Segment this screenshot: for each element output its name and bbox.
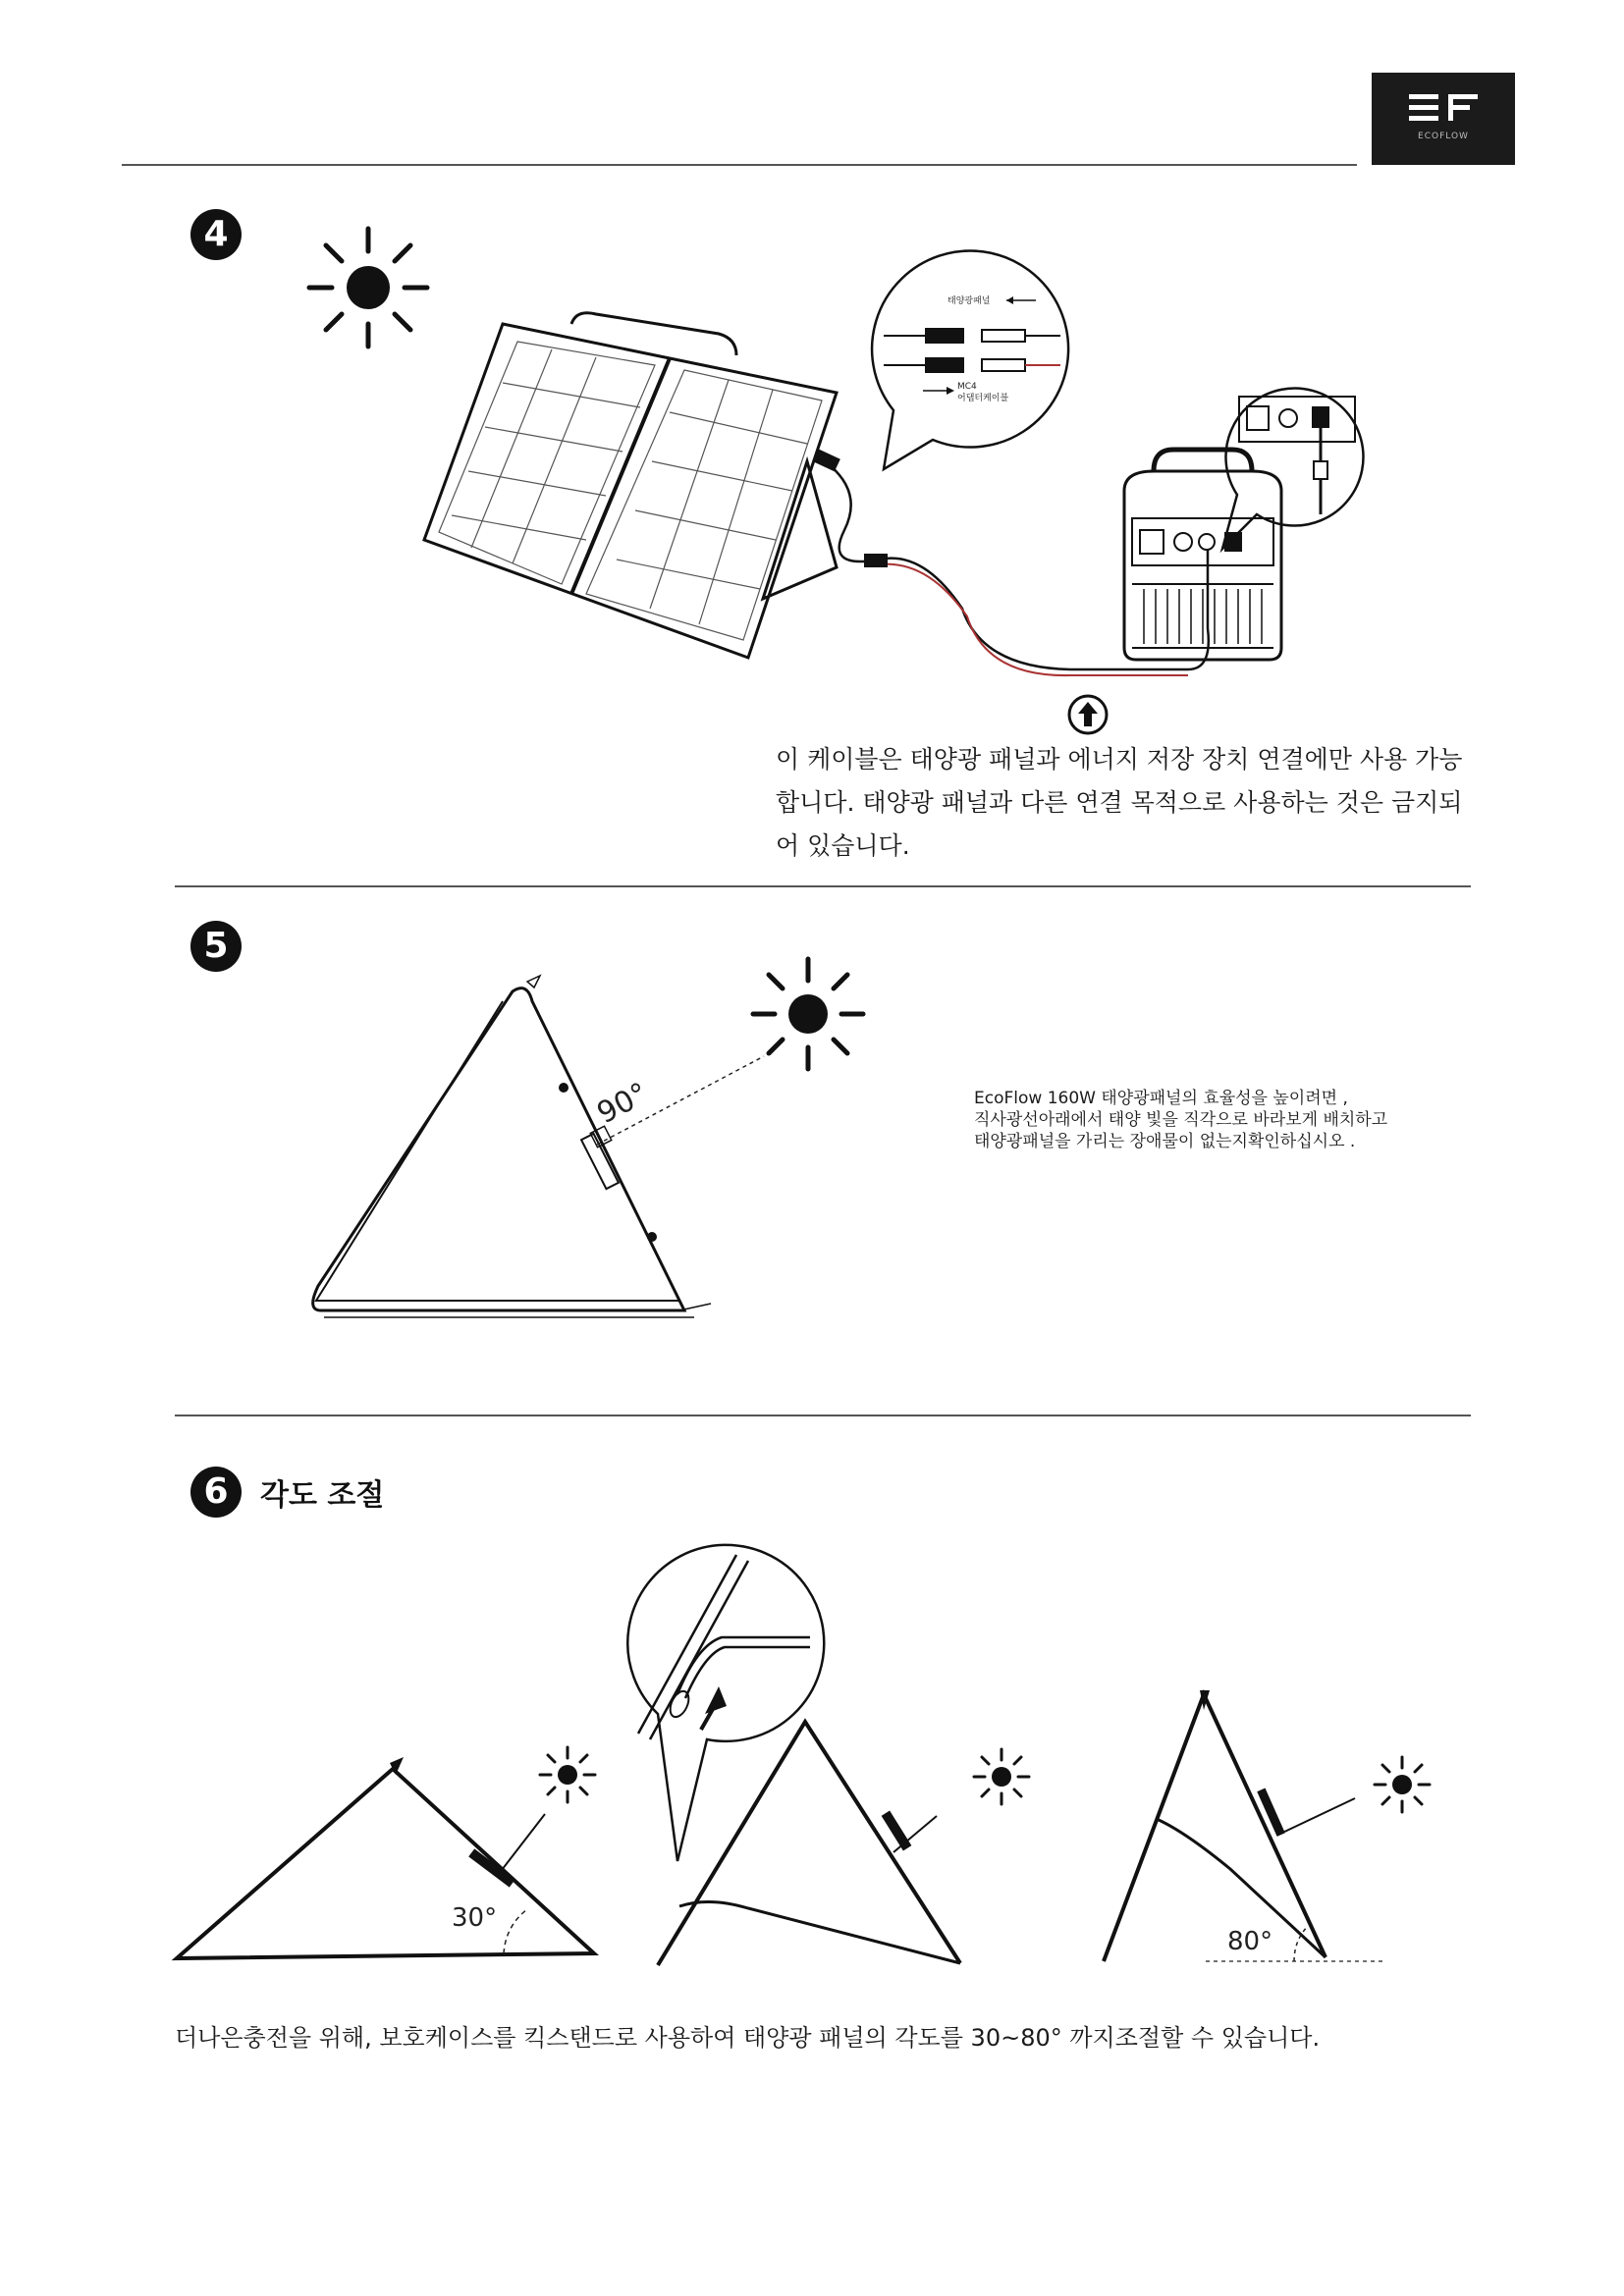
angle-30-label: 30° (452, 1903, 498, 1933)
note-line: 합니다. 태양광 패널과 다른 연결 목적으로 사용하는 것은 금지되 (776, 788, 1463, 817)
ecoflow-logo (1372, 73, 1515, 165)
panel-mid-angle-diagram (650, 1720, 905, 1975)
note-line: EcoFlow 160W 태양광패널의 효율성을 높이려면 , (974, 1089, 1348, 1108)
section-divider (175, 885, 1471, 887)
sun-icon (1373, 1755, 1432, 1814)
callout-adapter-label: 어댑터케이블 (957, 394, 1009, 403)
sun-icon (972, 1747, 1031, 1806)
arrow-up-icon (1066, 693, 1110, 736)
solar-panel-illustration (424, 314, 837, 667)
callout-panel-label: 태양광패널 (947, 296, 991, 306)
step-5-badge: 5 (190, 921, 242, 972)
header-rule (122, 164, 1357, 166)
efficiency-note (974, 1088, 1387, 1152)
note-line: 직사광선아래에서 태양 빛을 직각으로 바라보게 배치하고 (974, 1110, 1388, 1130)
port-callout (1218, 377, 1375, 534)
note-line: 태양광패널을 가리는 장애물이 없는지확인하십시오 . (974, 1132, 1356, 1151)
panel-80-degree-diagram (1098, 1690, 1392, 1965)
sun-icon (749, 955, 867, 1073)
angle-adjust-caption: 더나은충전을 위해, 보호케이스를 킥스탠드로 사용하여 태양광 패널의 각도를 30~80° 까지조절할 수 있습니다. (175, 2024, 1321, 2052)
ef-logo-icon (1372, 73, 1515, 165)
note-line: 어 있습니다. (776, 831, 910, 860)
logo-subtext: ECOFLOW (1418, 132, 1469, 141)
sun-icon (304, 224, 432, 351)
cable-usage-note (776, 738, 1483, 868)
connector-callout (864, 243, 1080, 479)
callout-mc4-label: MC4 (957, 382, 977, 392)
section-title: 각도 조절 (260, 1478, 385, 1513)
section-divider (175, 1415, 1471, 1416)
step-6-badge: 6 (190, 1467, 242, 1518)
panel-90-degree-diagram (306, 972, 719, 1345)
angle-90-label: 90° (591, 1076, 654, 1132)
angle-80-label: 80° (1227, 1927, 1273, 1956)
sun-icon (538, 1745, 597, 1804)
step-4-badge: 4 (190, 209, 242, 260)
note-line: 이 케이블은 태양광 패널과 에너지 저장 장치 연결에만 사용 가능 (776, 745, 1463, 774)
